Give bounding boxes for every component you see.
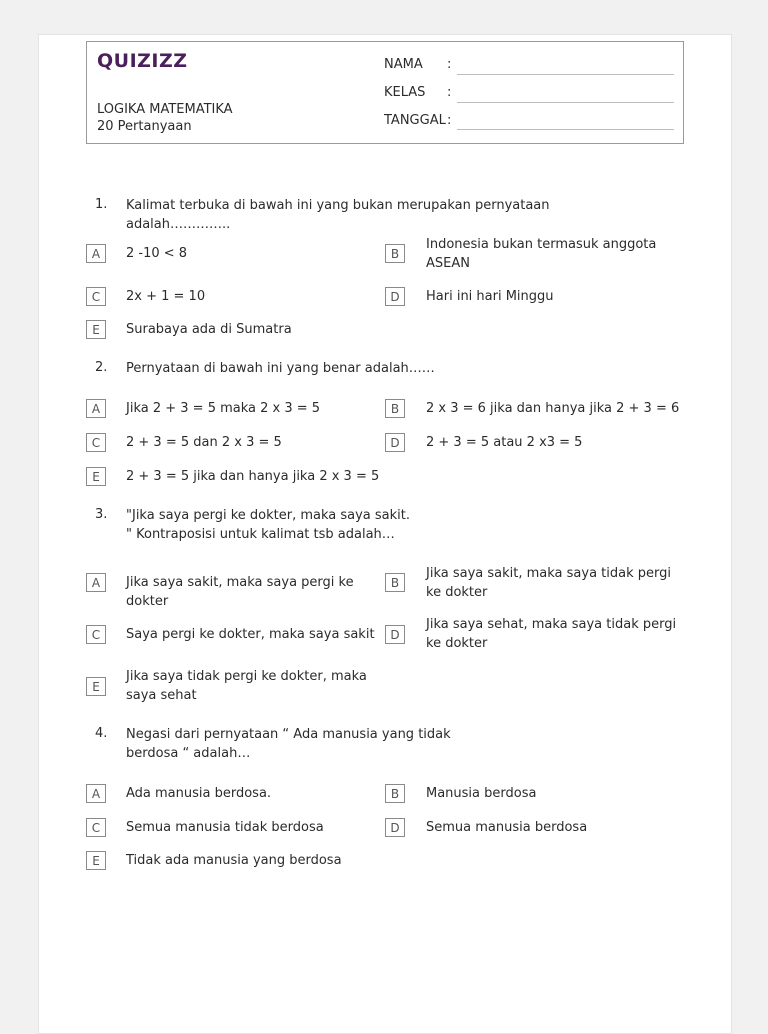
option-letter-box[interactable]: B <box>385 244 405 263</box>
option-text: Jika saya sehat, maka saya tidak pergi ke dokter <box>426 617 677 651</box>
question-number: 1. <box>95 197 108 212</box>
option-letter-box[interactable]: D <box>385 625 405 644</box>
option-letter-box[interactable]: D <box>385 287 405 306</box>
option-text: Ada manusia berdosa. <box>126 786 272 801</box>
option-letter-box[interactable]: B <box>385 784 405 803</box>
option-text: 2 -10 < 8 <box>126 246 188 261</box>
option-letter-box[interactable]: D <box>385 433 405 452</box>
question-text: Pernyataan di bawah ini yang benar adalah…… <box>126 361 435 376</box>
date-field-line[interactable] <box>457 129 674 130</box>
quiz-title: LOGIKA MATEMATIKA <box>97 102 233 117</box>
option-letter-box[interactable]: A <box>86 784 106 803</box>
option-letter-box[interactable]: E <box>86 851 106 870</box>
option-letter-box[interactable]: B <box>385 573 405 592</box>
option-letter-box[interactable]: E <box>86 467 106 486</box>
option-text: Hari ini hari Minggu <box>426 289 554 304</box>
option-text: Jika saya sakit, maka saya tidak pergi ke dokter <box>426 566 671 600</box>
option-text: Manusia berdosa <box>426 786 537 801</box>
class-colon: : <box>447 85 452 100</box>
question-count: 20 Pertanyaan <box>97 119 192 134</box>
option-letter-box[interactable]: E <box>86 320 106 339</box>
question-text: Kalimat terbuka di bawah ini yang bukan merupakan pernyataan adalah………….. <box>126 198 550 232</box>
option-text: Jika 2 + 3 = 5 maka 2 x 3 = 5 <box>126 401 321 416</box>
option-text: 2 + 3 = 5 atau 2 x3 = 5 <box>426 435 583 450</box>
class-field-line[interactable] <box>457 102 674 103</box>
option-text: Semua manusia tidak berdosa <box>126 820 324 835</box>
option-text: 2 x 3 = 6 jika dan hanya jika 2 + 3 = 6 <box>426 401 680 416</box>
option-letter-box[interactable]: C <box>86 287 106 306</box>
option-letter-box[interactable]: C <box>86 818 106 837</box>
option-letter-box[interactable]: C <box>86 433 106 452</box>
option-letter-box[interactable]: A <box>86 573 106 592</box>
quizizz-logo: QUIZIZZ <box>97 50 188 72</box>
option-text: 2 + 3 = 5 jika dan hanya jika 2 x 3 = 5 <box>126 469 380 484</box>
option-text: Surabaya ada di Sumatra <box>126 322 292 337</box>
option-letter-box[interactable]: A <box>86 244 106 263</box>
option-letter-box[interactable]: D <box>385 818 405 837</box>
question-number: 3. <box>95 507 108 522</box>
name-field-line[interactable] <box>457 74 674 75</box>
date-colon: : <box>447 113 452 128</box>
option-text: Jika saya sakit, maka saya pergi ke dokter <box>126 575 354 609</box>
option-letter-box[interactable]: B <box>385 399 405 418</box>
option-text: Jika saya tidak pergi ke dokter, maka saya sehat <box>126 669 367 703</box>
option-text: 2 + 3 = 5 dan 2 x 3 = 5 <box>126 435 282 450</box>
option-letter-box[interactable]: C <box>86 625 106 644</box>
question-number: 2. <box>95 360 108 375</box>
option-text: Saya pergi ke dokter, maka saya sakit <box>126 627 375 642</box>
option-text: Semua manusia berdosa <box>426 820 588 835</box>
class-label: KELAS <box>384 85 426 100</box>
name-colon: : <box>447 57 452 72</box>
option-letter-box[interactable]: A <box>86 399 106 418</box>
option-text: Indonesia bukan termasuk anggota ASEAN <box>426 237 657 271</box>
name-label: NAMA <box>384 57 423 72</box>
question-number: 4. <box>95 726 108 741</box>
date-label: TANGGAL <box>384 113 446 128</box>
option-text: Tidak ada manusia yang berdosa <box>126 853 342 868</box>
question-text: "Jika saya pergi ke dokter, maka saya sakit. " Kontraposisi untuk kalimat tsb adalah… <box>126 508 411 542</box>
question-text: Negasi dari pernyataan “ Ada manusia yang tidak berdosa “ adalah… <box>126 727 451 761</box>
option-letter-box[interactable]: E <box>86 677 106 696</box>
option-text: 2x + 1 = 10 <box>126 289 206 304</box>
